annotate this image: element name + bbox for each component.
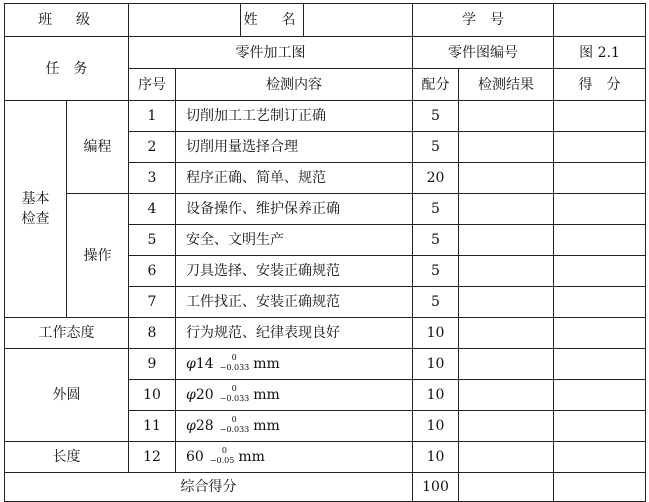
row-content: 切削加工工艺制订正确 xyxy=(176,101,413,132)
dimension-unit: mm xyxy=(253,418,280,434)
row-content: 行为规范、纪律表现良好 xyxy=(176,318,413,349)
row-content: 安全、文明生产 xyxy=(176,225,413,256)
group-length: 长度 xyxy=(5,442,129,473)
row-score: 10 xyxy=(413,442,459,473)
row-result[interactable] xyxy=(459,318,554,349)
tolerance xyxy=(220,353,250,373)
row-dimension xyxy=(176,442,413,473)
row-content: 设备操作、维护保养正确 xyxy=(176,194,413,225)
total-result[interactable] xyxy=(459,473,554,502)
row-result[interactable] xyxy=(459,411,554,442)
row-result[interactable] xyxy=(459,194,554,225)
row-seq: 8 xyxy=(129,318,176,349)
name-value[interactable] xyxy=(304,4,413,36)
grading-table xyxy=(4,3,646,502)
row-got[interactable] xyxy=(554,256,646,287)
diameter-symbol: φ xyxy=(186,356,196,372)
column-result: 检测结果 xyxy=(459,69,554,101)
row-score: 10 xyxy=(413,380,459,411)
column-seq: 序号 xyxy=(129,69,176,101)
row-dimension xyxy=(176,349,413,380)
class-label: 班 级 xyxy=(5,4,129,37)
tolerance-upper: 0 xyxy=(231,415,237,424)
row-got[interactable] xyxy=(554,411,646,442)
row-content: 刀具选择、安装正确规范 xyxy=(176,256,413,287)
diameter-symbol: φ xyxy=(186,387,196,403)
row-score: 5 xyxy=(413,132,459,163)
row-seq: 6 xyxy=(129,256,176,287)
student-id-label: 学 号 xyxy=(413,4,554,37)
row-score: 5 xyxy=(413,287,459,318)
row-got[interactable] xyxy=(554,442,646,473)
class-name-cell[interactable] xyxy=(129,4,413,37)
row-result[interactable] xyxy=(459,442,554,473)
row-seq: 11 xyxy=(129,411,176,442)
table-row xyxy=(5,349,646,380)
row-got[interactable] xyxy=(554,349,646,380)
name-label: 姓 名 xyxy=(241,4,304,36)
tolerance-upper: 0 xyxy=(231,384,237,393)
row-result[interactable] xyxy=(459,256,554,287)
row-got[interactable] xyxy=(554,225,646,256)
row-seq: 4 xyxy=(129,194,176,225)
student-id-value[interactable] xyxy=(554,4,646,37)
row-seq: 3 xyxy=(129,163,176,194)
row-result[interactable] xyxy=(459,287,554,318)
dimension-unit: mm xyxy=(253,387,280,403)
table-row xyxy=(5,318,646,349)
row-score: 10 xyxy=(413,411,459,442)
total-got[interactable] xyxy=(554,473,646,502)
tolerance-upper: 0 xyxy=(231,353,237,362)
dimension-unit: mm xyxy=(253,356,280,372)
tolerance-upper: 0 xyxy=(221,446,227,455)
column-content: 检测内容 xyxy=(176,69,413,101)
task-value: 零件加工图 xyxy=(129,37,413,69)
row-score: 5 xyxy=(413,101,459,132)
tolerance-lower: −0.033 xyxy=(219,394,250,403)
row-got[interactable] xyxy=(554,101,646,132)
dimension-nominal: 20 xyxy=(195,387,214,403)
dimension-unit: mm xyxy=(238,449,265,465)
tolerance-lower: −0.033 xyxy=(219,363,250,372)
header-row-class xyxy=(5,4,646,37)
row-seq: 7 xyxy=(129,287,176,318)
row-score: 10 xyxy=(413,349,459,380)
total-label: 综合得分 xyxy=(5,473,413,502)
row-score: 20 xyxy=(413,163,459,194)
dimension-nominal: 14 xyxy=(195,356,214,372)
row-got[interactable] xyxy=(554,318,646,349)
row-dimension xyxy=(176,411,413,442)
row-seq: 2 xyxy=(129,132,176,163)
row-score: 5 xyxy=(413,225,459,256)
task-label: 任 务 xyxy=(5,37,129,101)
table-row xyxy=(5,101,646,132)
row-result[interactable] xyxy=(459,225,554,256)
row-content: 工件找正、安装正确规范 xyxy=(176,287,413,318)
diameter-symbol: φ xyxy=(186,418,196,434)
row-result[interactable] xyxy=(459,132,554,163)
table-row xyxy=(5,194,646,225)
tolerance xyxy=(220,384,250,404)
row-seq: 10 xyxy=(129,380,176,411)
tolerance-lower: −0.033 xyxy=(219,425,250,434)
table-row xyxy=(5,442,646,473)
group-attitude: 工作态度 xyxy=(5,318,129,349)
row-seq: 9 xyxy=(129,349,176,380)
group-basic: 基本检查 xyxy=(5,101,67,318)
group-operation: 操作 xyxy=(67,194,129,318)
row-got[interactable] xyxy=(554,132,646,163)
row-dimension xyxy=(176,380,413,411)
row-score: 10 xyxy=(413,318,459,349)
tolerance-lower: −0.05 xyxy=(209,456,235,465)
tolerance xyxy=(210,446,235,466)
row-content: 切削用量选择合理 xyxy=(176,132,413,163)
row-score: 5 xyxy=(413,194,459,225)
row-seq: 1 xyxy=(129,101,176,132)
row-content: 程序正确、简单、规范 xyxy=(176,163,413,194)
row-got[interactable] xyxy=(554,194,646,225)
header-row-task xyxy=(5,37,646,69)
row-got[interactable] xyxy=(554,380,646,411)
row-got[interactable] xyxy=(554,163,646,194)
tolerance xyxy=(220,415,250,435)
total-score: 100 xyxy=(413,473,459,502)
row-score: 5 xyxy=(413,256,459,287)
row-result[interactable] xyxy=(459,349,554,380)
drawing-no-value: 图 2.1 xyxy=(554,37,646,69)
dimension-nominal: 60 xyxy=(186,449,204,465)
row-seq: 12 xyxy=(129,442,176,473)
class-value[interactable] xyxy=(129,4,241,36)
row-seq: 5 xyxy=(129,225,176,256)
column-score: 配分 xyxy=(413,69,459,101)
grading-sheet xyxy=(4,3,645,496)
row-got[interactable] xyxy=(554,287,646,318)
column-got: 得 分 xyxy=(554,69,646,101)
total-row xyxy=(5,473,646,502)
dimension-nominal: 28 xyxy=(195,418,214,434)
group-outer-circle: 外圆 xyxy=(5,349,129,442)
row-result[interactable] xyxy=(459,101,554,132)
group-programming: 编程 xyxy=(67,101,129,194)
row-result[interactable] xyxy=(459,380,554,411)
drawing-no-label: 零件图编号 xyxy=(413,37,554,69)
row-result[interactable] xyxy=(459,163,554,194)
